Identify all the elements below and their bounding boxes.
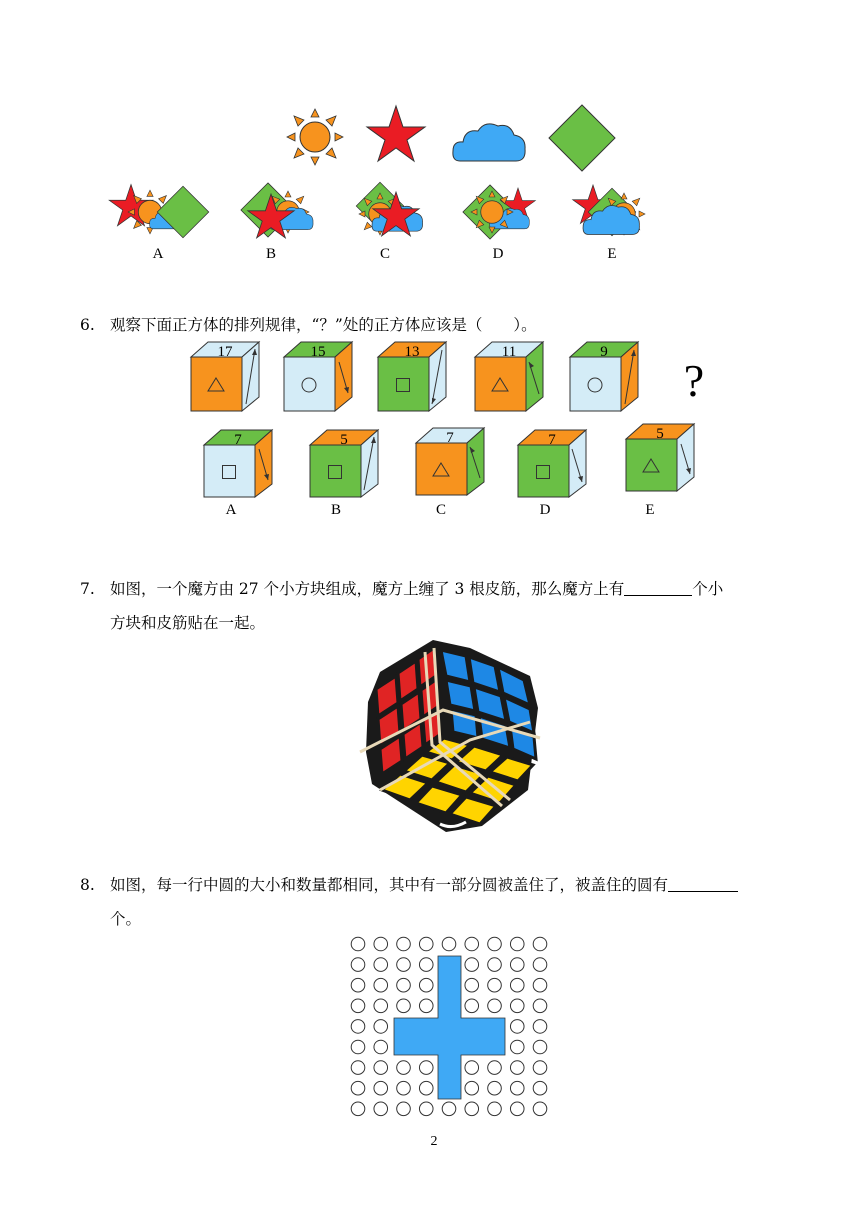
q6-option-e-label: E: [645, 502, 655, 518]
grid-circle: [533, 978, 547, 992]
grid-circle: [397, 1102, 411, 1116]
grid-circle: [397, 958, 411, 972]
grid-circle: [351, 1061, 365, 1075]
grid-circle: [374, 978, 388, 992]
grid-circle: [510, 1081, 524, 1095]
sequence-cube-3-number: 13: [404, 344, 420, 360]
q5-option-b-figure: [241, 183, 313, 238]
sequence-cube-1-number: 17: [217, 344, 233, 360]
grid-circle: [533, 958, 547, 972]
grid-circle: [465, 1061, 479, 1075]
grid-circle: [488, 978, 502, 992]
q6-option-d-label: D: [539, 502, 551, 518]
grid-circle: [510, 1040, 524, 1054]
grid-circle: [419, 1081, 433, 1095]
sequence-cube-4-number: 11: [501, 344, 517, 360]
q8-text-before-blank: 如图，每一行中圆的大小和数量都相同，其中有一部分圆被盖住了，被盖住的圆有: [110, 876, 669, 894]
grid-circle: [419, 1061, 433, 1075]
option-cube-d-number: 7: [548, 432, 556, 448]
page-number: 2: [430, 1134, 438, 1149]
grid-circle: [510, 978, 524, 992]
grid-circle: [465, 1102, 479, 1116]
grid-circle: [419, 958, 433, 972]
star-shape: [367, 106, 425, 161]
q6-question-text: 观察下面正方体的排列规律，“？”处的正方体应该是（ ）。: [110, 316, 537, 334]
grid-circle: [374, 958, 388, 972]
q7-question-line-1: [110, 578, 723, 600]
grid-circle: [419, 978, 433, 992]
q6-option-c-label: C: [435, 502, 446, 518]
option-cube-b-number: 5: [340, 432, 348, 448]
diamond-shape: [549, 105, 615, 171]
grid-circle: [351, 1081, 365, 1095]
grid-circle: [419, 937, 433, 951]
grid-circle: [374, 937, 388, 951]
grid-circle: [488, 1061, 502, 1075]
grid-circle: [488, 937, 502, 951]
grid-circle: [374, 1061, 388, 1075]
rubiks-cube-figure: [350, 638, 550, 838]
cloud-shape: [453, 124, 525, 161]
grid-circle: [419, 999, 433, 1013]
grid-circle: [510, 958, 524, 972]
grid-circle: [465, 958, 479, 972]
grid-circle: [533, 1061, 547, 1075]
q6-cubes-figure: [0, 338, 868, 498]
grid-circle: [488, 999, 502, 1013]
grid-circle: [351, 978, 365, 992]
grid-circle: [465, 978, 479, 992]
grid-circle: [397, 937, 411, 951]
q5-option-c-label: C: [379, 246, 390, 262]
option-cube-c-number: 7: [446, 430, 454, 446]
grid-circle: [374, 1040, 388, 1054]
sun-shape: [287, 109, 343, 165]
grid-circle: [533, 1020, 547, 1034]
grid-circle: [442, 937, 456, 951]
q7-answer-blank[interactable]: [624, 579, 692, 596]
unknown-cube-question-mark: ?: [683, 355, 705, 406]
q6-option-b-label: B: [330, 502, 341, 518]
grid-circle: [374, 999, 388, 1013]
grid-circle: [351, 937, 365, 951]
circle-grid-figure: [340, 930, 560, 1125]
q5-option-a-figure: [109, 185, 208, 238]
grid-circle: [374, 1020, 388, 1034]
grid-circle: [510, 1102, 524, 1116]
grid-circle: [533, 999, 547, 1013]
grid-circle: [374, 1081, 388, 1095]
q7-text-before-blank: 如图，一个魔方由 27 个小方块组成，魔方上缠了 3 根皮筋，那么魔方上有: [110, 580, 625, 598]
grid-circle: [510, 1020, 524, 1034]
sequence-cube-5-number: 9: [600, 344, 608, 360]
grid-circle: [465, 1081, 479, 1095]
q5-option-b-label: B: [265, 246, 276, 262]
q8-question-line-1: [110, 874, 738, 896]
grid-circle: [397, 1061, 411, 1075]
q5-option-e-label: E: [607, 246, 617, 262]
grid-circle: [488, 1081, 502, 1095]
q8-answer-blank[interactable]: [668, 875, 738, 892]
q5-option-d-label: D: [492, 246, 504, 262]
grid-circle: [397, 999, 411, 1013]
sequence-cube-2-number: 15: [310, 344, 326, 360]
grid-circle: [419, 1102, 433, 1116]
grid-circle: [510, 999, 524, 1013]
grid-circle: [533, 1081, 547, 1095]
q7-text-after-blank: 个小: [692, 580, 724, 598]
grid-circle: [510, 1061, 524, 1075]
q7-number: 7.: [80, 580, 95, 598]
grid-circle: [351, 1040, 365, 1054]
blue-cross-cover: [394, 956, 505, 1099]
grid-circle: [397, 978, 411, 992]
grid-circle: [374, 1102, 388, 1116]
q6-option-a-label: A: [225, 502, 237, 518]
grid-circle: [533, 937, 547, 951]
grid-circle: [465, 937, 479, 951]
grid-circle: [351, 958, 365, 972]
q7-question-line-2: 方块和皮筋贴在一起。: [110, 614, 266, 632]
option-cube-a-number: 7: [234, 432, 242, 448]
grid-circle: [442, 1102, 456, 1116]
option-cube-e-number: 5: [656, 426, 664, 442]
q6-number: 6.: [80, 316, 95, 334]
q5-option-d-figure: [463, 185, 535, 239]
grid-circle: [351, 1102, 365, 1116]
grid-circle: [488, 958, 502, 972]
grid-circle: [488, 1102, 502, 1116]
q5-option-a-label: A: [152, 246, 164, 262]
grid-circle: [533, 1102, 547, 1116]
grid-circle: [351, 1020, 365, 1034]
grid-circle: [397, 1081, 411, 1095]
grid-circle: [533, 1040, 547, 1054]
q8-question-line-2: 个。: [110, 910, 142, 928]
grid-circle: [510, 937, 524, 951]
q5-figure: [0, 95, 868, 255]
q8-number: 8.: [80, 876, 95, 894]
q5-option-e-figure: [573, 185, 645, 236]
q5-option-c-figure: [356, 182, 422, 236]
grid-circle: [465, 999, 479, 1013]
grid-circle: [351, 999, 365, 1013]
